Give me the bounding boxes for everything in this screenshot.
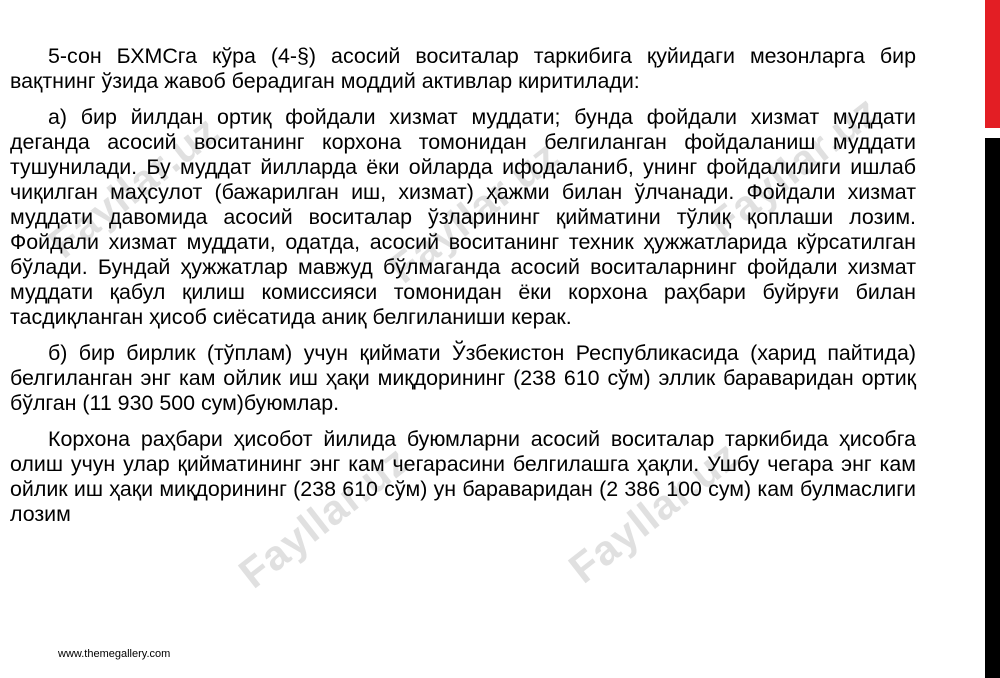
watermark: Fayllar.uz [230,435,418,598]
watermark: Fayllar.uz [380,130,568,293]
watermark: Fayllar.uz [40,105,228,268]
paragraph-criterion-b: б) бир бирлик (тўплам) учун қиймати Ўзбекистон Республикасида (харид пайтида) белгиланган энг кам ойлик иш ҳақи миқдорининг (238 610 сўм) эллик бараваридан ортиқ бўлган (11 930 500 сум)буюмлар. [10,341,916,415]
watermark: Fayllar.uz [560,430,748,593]
footer-website: www.themegallery.com [58,648,171,660]
accent-bar-red [985,0,1000,128]
accent-bar-black [985,138,1000,678]
slide-body [10,44,916,538]
paragraph-criterion-a: а) бир йилдан ортиқ фойдали хизмат муддати; бунда фойдали хизмат муддати деганда асосий воситанинг корхона томонидан белгиланган фойдаланиш муддати тушунилади. Бу муддат йилларда ёки ойларда ифодаланиб, унинг фойдалилиги ишлаб чиқилган маҳсулот (бажарилган иш, хизмат) ҳажми билан ўлчанади. Фойдали хизмат муддати давомида асосий воситалар ўзларининг қийматини тўлиқ қоплаши лозим. Фойдали хизмат муддати, одатда, асосий воситанинг техник ҳужжатларида кўрсатилган бўлади. Бундай ҳужжатлар мавжуд бўлмаганда асосий воситаларнинг фойдали хизмат муддати қабул қилиш комиссияси томонидан ёки корхона раҳбари буйруғи билан тасдиқланган ҳисоб сиёсатида аниқ белгиланиши керак. [10,105,916,329]
paragraph-intro: 5-сон БХМСга кўра (4-§) асосий воситалар таркибига қуйидаги мезонларга бир вақтнинг ўзида жавоб берадиган моддий активлар киритилади: [10,44,916,93]
watermark: Fayllar.uz [700,85,888,248]
paragraph-threshold: Корхона раҳбари ҳисобот йилида буюмларни асосий воситалар таркибида ҳисобга олиш учун улар қийматининг энг кам чегарасини белгилашга ҳақли. Ушбу чегара энг кам ойлик иш ҳақи миқдорининг (238 610 сўм) ун бараваридан (2 386 100 сум) кам булмаслиги лозим [10,427,916,526]
